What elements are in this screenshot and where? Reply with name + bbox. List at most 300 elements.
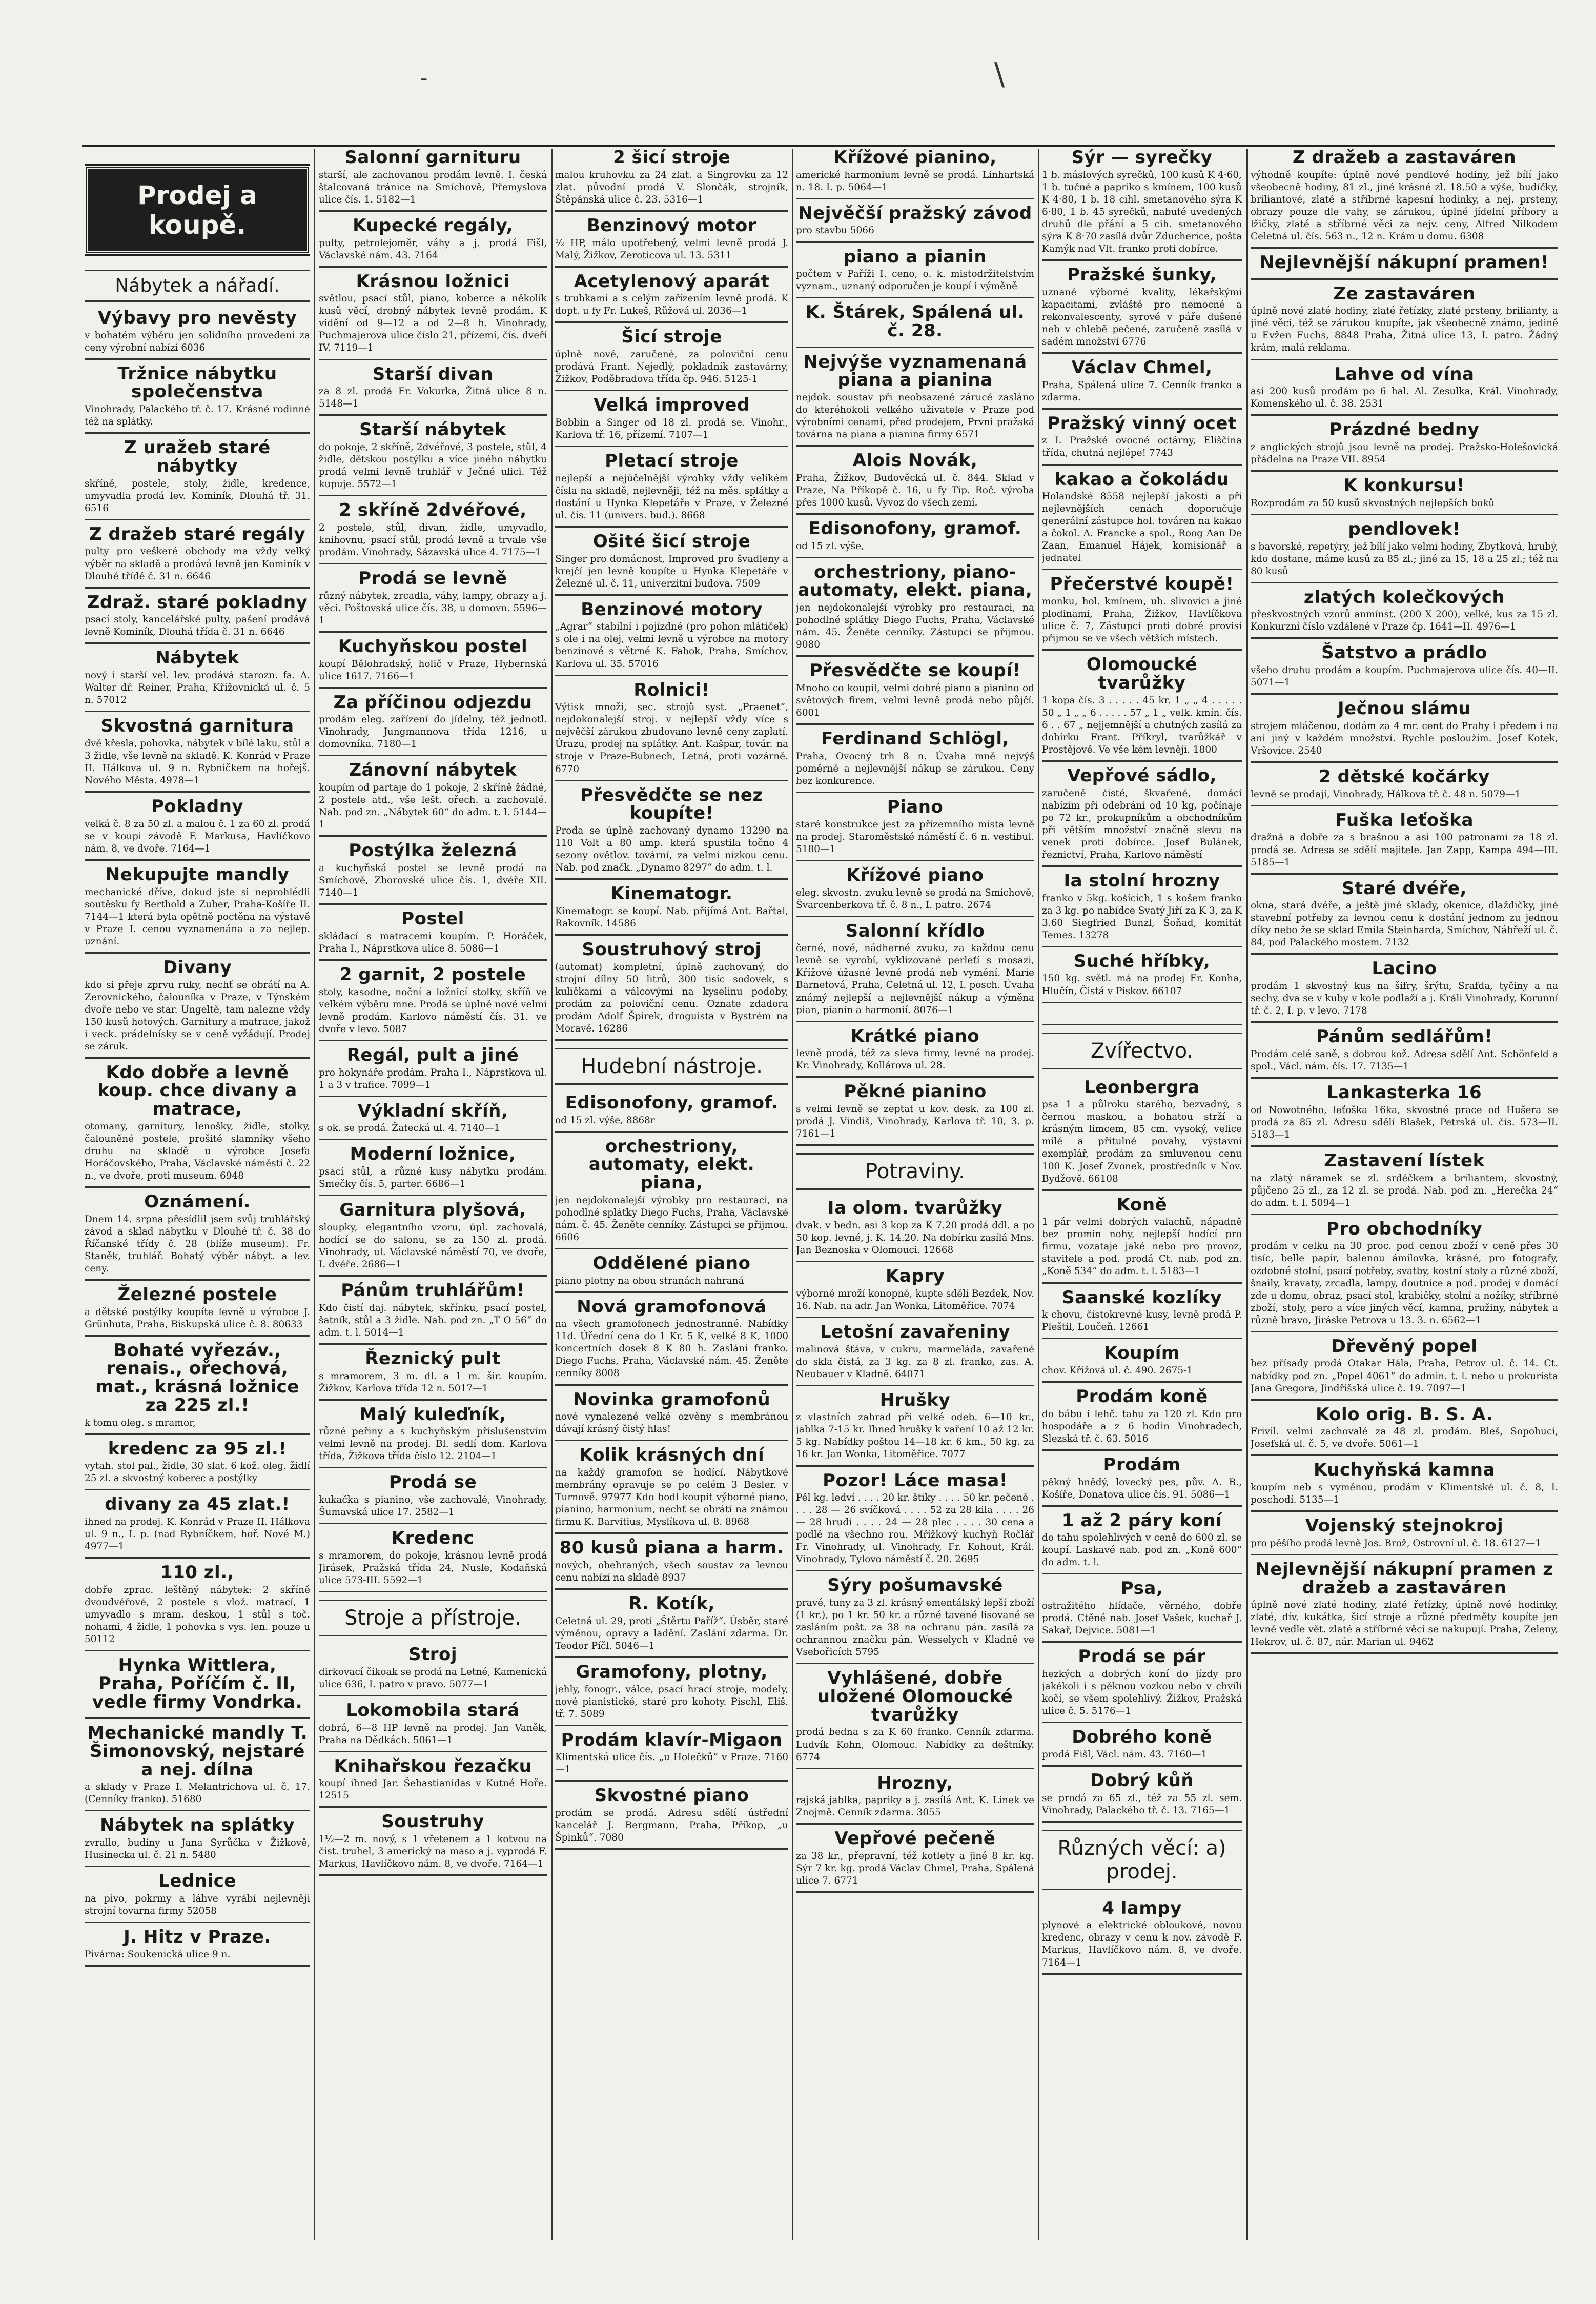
ad-title: Pozor! Láce masa!	[823, 1470, 1008, 1491]
ad-list	[555, 149, 788, 1041]
classified-ad	[555, 1298, 788, 1386]
ad-text: Praha, Ovocný trh 8 n. Úvaha mně nejvýš poměrně a nejlevnější nákup se zárukou. Ceny bez konkurence.	[796, 751, 1034, 786]
ad-title: Velká improved	[594, 395, 750, 416]
ad-title: Pro obchodníky	[1326, 1218, 1483, 1239]
ad-text: a sklady v Praze I. Melantrichova ul. č. 17. (Cenníky franko). 51680	[85, 1782, 310, 1805]
ad-title: Tržnice nábytku společenstva	[117, 363, 277, 402]
classified-ad	[319, 363, 547, 416]
classified-ad	[319, 1702, 547, 1752]
classified-ad	[319, 1282, 547, 1345]
classified-ad	[85, 649, 310, 712]
classified-ad	[1251, 1084, 1558, 1147]
ad-title: Z dražeb a zastaváren	[1292, 149, 1517, 168]
classified-ad	[85, 365, 310, 434]
classified-ad	[1042, 1728, 1242, 1767]
classified-ad	[796, 1472, 1034, 1572]
ad-title: 4 lampy	[1102, 1897, 1182, 1918]
ad-text: ostražitého hlídače, věrného, dobře prodá. Ctěné nab. Josef Vašek, kuchař J. Sakař, Dejvice. 5081—1	[1042, 1601, 1242, 1636]
ad-title: Hynka Wittlera, Praha, Poříčím č. II, vedle firmy Vondrka.	[92, 1655, 303, 1712]
classified-ad	[1042, 1289, 1242, 1340]
classified-ad	[1042, 1008, 1242, 1025]
ad-title: Nejlevnější nákupní pramen!	[1259, 252, 1549, 273]
ad-title: Železné postele	[117, 1284, 277, 1305]
classified-ad	[1251, 700, 1558, 763]
classified-ad	[555, 396, 788, 447]
classified-ad	[796, 563, 1034, 657]
section-subhead: Nábytek a nářadí.	[85, 270, 310, 302]
ad-text: eleg. skvostn. zvuku levně se prodá na Smíchově, Švarcenberkova tř. č. 8 n., I. patro. 2674	[796, 887, 1034, 911]
ad-text: jen nejdokonalejší výrobky pro restauraci, na pohodlné splátky Diego Fuchs, Praha, Václavské nám. č. 45. Ženěte cenníky. Zástupci se přijmou. 6606	[555, 1195, 788, 1243]
ad-text: Bobbin a Singer od 18 zl. prodá se. Vinohr., Karlova tř. 16, přízemí. 7107—1	[555, 417, 788, 440]
classified-ad	[555, 1787, 788, 1850]
ad-title: piano a pianin	[843, 246, 987, 267]
ad-text: Pěl kg. ledví . . . . 20 kr. štiky . . . . 50 kr. pečeně . . . . 28 — 26 svíčková . . . . 52 za 28 kila . . . . 26 — 28 hrudí . . . . 24 — 28 plec . . . . 30 cena a podlé na všechno rou. Mřížkový kuchyň Ročlář Fr. Vinohrady, ul. Vinohrady, Fr. Kohout, Král. Vinohrady, Tylovo náměstí č. 20. 2695	[796, 1492, 1034, 1565]
ad-title: Kuchyňskou postel	[338, 636, 528, 657]
classified-ad	[555, 1252, 788, 1293]
ad-title: Prodá se	[388, 1472, 477, 1493]
ad-text: dvě křesla, pohovka, nábytek v bílé laku, stůl a 3 židle, vše levně na skladě. K. Konrád v Praze II. Hálkova ul. 9 n. Rybničkem na hořejš. Nového Města. 4978—1	[85, 738, 310, 786]
ad-text: sloupky, elegantního vzoru, úpl. zachovalá, hodící se do salonu, se za 150 zl. prodá. Vinohrady, ul. Václavské náměstí 70, ve dvoře, I. dvéře. 2686—1	[319, 1222, 547, 1270]
classified-ad	[1042, 1899, 1242, 1975]
ad-text: v bohatém výběru jen solidního provedení za ceny výrobní nabízí 6036	[85, 330, 310, 353]
ad-text: na každý gramofon se hodící. Nábytkové membrány opravuje se po celém 3 Besler. v Turnově. 97977 Kdo bodl koupit výborné piano, pianino, harmonium, nechť se obrátí na známou firmu K. Barvitius, Myslíkova ul. 8. 8968	[555, 1467, 788, 1528]
classified-ad	[85, 798, 310, 861]
classified-ad	[1042, 149, 1242, 261]
ad-text: prodám 1 skvostný kus na šifry, šrýtu, Srafda, tyčiny a na sechy, dva se v kuby v kole podlaží a j. Králi Vinohrady, Korunní tř. č. 2, I. p. v levo. 7178	[1251, 981, 1558, 1017]
ad-title: Pánům truhlářům!	[341, 1280, 525, 1301]
ad-text: pro pěšího prodá levně Jos. Brož, Ostrovní ul. č. 18. 6127—1	[1251, 1538, 1541, 1549]
ad-list	[1042, 1899, 1242, 1975]
ad-text: s mramorem, do pokoje, krásnou levně prodá Jirásek, Pražská třída 24, Nusle, Kodaňská ulice 573-III. 5592—1	[319, 1550, 547, 1586]
ad-text: prodám se prodá. Adresu sdělí ústřední kancelář J. Bergmann, Praha, Příkop, „u Špinků“. 7080	[555, 1808, 788, 1844]
classified-ad	[85, 523, 310, 589]
ad-title: Kredenc	[391, 1528, 475, 1549]
classified-ad	[319, 694, 547, 757]
classified-ad	[796, 730, 1034, 793]
ad-title: Gramofony, plotny,	[576, 1661, 768, 1682]
ad-title: Nejlevnější nákupní pramen z dražeb a zastaváren	[1255, 1559, 1553, 1598]
ad-text: úplně nové zlaté hodiny, zlaté řetízky, zlaté prsteny, brilianty, a jiné věci, též se zárukou koupíte, jak všeobecně známo, jedině u Evžen Fuchs, 8848 Praha, Žitná ulice 13, I. patro. Žádný krám, malá reklama.	[1251, 306, 1558, 354]
classified-ad	[1042, 266, 1242, 354]
classified-ad	[796, 1830, 1034, 1893]
ad-text: kukačka s pianino, vše zachovalé, Vinohrady, Šumavská ulice 17. 2582—1	[319, 1494, 547, 1518]
ad-text: úplně nové zlaté hodiny, zlaté řetízky, úplně nové hodinky, zlaté, dív. kukátka, šicí stroje a různé předměty koupíte jen levně vedle vět. zlaté a stříbrné věci se nakupují. Praha, Zeleny, Hekrov, ul. č. 87, nár. Marian ul. 9462	[1251, 1600, 1558, 1648]
ad-text: Holandské 8558 nejlepší jakosti a při nejlevnějších cenách doporučuje generální zástupce hol. továren na kakao a čokol. A. Francke a spol., Roog Aan De Zaan, Emanuel Hájek, komisionář a jednatel	[1042, 491, 1242, 564]
column-5	[1042, 149, 1242, 2242]
classified-ad	[85, 1928, 310, 1967]
classified-ad	[319, 842, 547, 905]
ad-text: Pivárna: Soukenická ulice 9 n.	[85, 1949, 231, 1960]
ad-text: vytah. stol pal., židle, 30 slat. 6 kož. oleg. židlí 25 zl. a skvostný koberec a postýlky	[85, 1461, 310, 1484]
ad-title: Pěkné pianino	[844, 1081, 987, 1102]
classified-ad	[1251, 1028, 1558, 1079]
classified-ad	[796, 248, 1034, 299]
ad-title: 1 až 2 páry koní	[1061, 1510, 1222, 1531]
ad-text: Dnem 14. srpna přesídlil jsem svůj truhlářský závod a sklad nábytku v Dlouhé tř. č. 38 do Říčanské třídy č. 28 (blíže museum). Fr. Staněk, truhlář. Bohatý výběr nábyt. a lev. ceny.	[85, 1214, 310, 1274]
ad-text: Mnoho co koupil, velmi dobré piano a pianino od světových firem, velmi levně prodá nebo půjčí. 6001	[796, 683, 1034, 719]
classified-ad	[85, 439, 310, 520]
ad-title: 80 kusů piana a harm.	[559, 1538, 784, 1559]
column-2	[319, 149, 547, 2242]
ad-text: z anglických strojů jsou levně na prodej. Pražsko-Holešovická přádelna na Praze VII. 8954	[1251, 442, 1558, 466]
classified-ad	[796, 304, 1034, 348]
ad-title: Postýlka železná	[349, 840, 517, 861]
ad-text: do pokoje, 2 skříně, 2dvéřové, 3 postele, stůl, 4 židle, dětskou postýlku a více jiného nábytku prodá velmi levně truhlář v Ječné ulici. Též kupuje. 5572—1	[319, 442, 547, 490]
classified-ad	[796, 1669, 1034, 1769]
ad-text: koupím neb s vyměnou, prodám v Klimentské ul. č. 8, I. poschodí. 5135—1	[1251, 1482, 1558, 1506]
ad-title: Salonní garnituru	[344, 149, 521, 168]
ad-title: Václav Chmel,	[1071, 357, 1213, 378]
ad-text: malinová šťáva, v cukru, marmeláda, zavařené do skla čistá, za 3 kg. za 8 zl. franko, zas. A. Neubauer v Kladně. 64071	[796, 1344, 1034, 1380]
classified-ad	[319, 761, 547, 837]
classified-ad	[85, 1440, 310, 1491]
ad-title: Nejvěčší pražský závod	[798, 203, 1032, 224]
classified-ad	[796, 798, 1034, 861]
classified-ad	[1251, 768, 1558, 806]
classified-ad	[1251, 477, 1558, 515]
ad-text: od Nowotného, leťoška 16ka, skvostné prace od Hušera se prodá za 85 zl. Adresu sdělí Blašek, Petrská ul. čís. 573—II. 5183—1	[1251, 1104, 1558, 1140]
classified-ad	[796, 520, 1034, 558]
classified-ad	[1042, 575, 1242, 651]
ad-title: 110 zl.,	[160, 1562, 235, 1583]
ad-text: staré konstrukce jest za přízemního místa levně na prodej. Staroměstské náměstí č. 6 n. vestibul. 5180—1	[796, 819, 1034, 855]
ad-text: černé, nové, nádherné zvuku, za každou cenu levně se vyrobí, vyklizované perleťí s mosazi, Křížové úžasné levně prodá neb vymění. Marie Barnetová, Praha, Celetná ul. 12, I. posch. Úvaha známý nejlepší a nejlevnější nákup a výměna pian, pianin a harmonií. 8076—1	[796, 943, 1034, 1016]
ad-title: Pokladny	[151, 796, 244, 817]
classified-ad	[85, 1872, 310, 1923]
ad-text: jehly, fonogr., válce, psací hrací stroje, modely, nové pianistické, staré pro kohoty. Pischl, Eliš. tř. 7. 5089	[555, 1684, 788, 1720]
classified-ad	[796, 452, 1034, 515]
ad-text: z vlastních zahrad při velké odeb. 6—10 kr., jablka 7-15 kr. Ihned hrušky k vaření 10 až 12 kr. 5 kg. Nabídky poštou 14—18 kr. 6 km., 50 kg. za 16 kr. Jan Wonka, Litoměřice. 7077	[796, 1412, 1034, 1460]
classified-ad	[796, 1774, 1034, 1825]
classified-ad	[319, 1646, 547, 1696]
classified-ad	[319, 1473, 547, 1524]
ad-list	[1042, 1079, 1242, 1823]
classified-ad	[319, 501, 547, 564]
ad-title: Nejvýše vyznamenaná piana a pianina	[803, 351, 1027, 391]
classified-ad	[1251, 1338, 1558, 1401]
ad-title: Nábytek	[155, 648, 239, 669]
ad-text: dobrá, 6—8 HP levně na prodej. Jan Vaněk, Praha na Dědkách. 5061—1	[319, 1722, 547, 1746]
ad-text: psací stůl, a různé kusy nábytku prodám. Smečky čís. 5, parter. 6686—1	[319, 1166, 547, 1190]
ad-title: kredenc za 95 zl.!	[108, 1438, 287, 1459]
top-rule	[82, 145, 1555, 147]
ad-title: Fuška leťoška	[1335, 810, 1474, 831]
ad-text: prodá Fišl, Václ. nám. 43. 7160—1	[1042, 1749, 1208, 1760]
ad-text: prodá bedna s za K 60 franko. Cenník zdarma. Ludvík Kohn, Olomouc. Nabídky za deštníky. 6774	[796, 1727, 1034, 1763]
column-divider	[314, 149, 315, 2240]
ad-list	[555, 1094, 788, 1850]
ad-text: stoly, kasodne, noční a ložnicí stolky, skříň ve velkém výběru mne. Prodá se úplně nové velmi levně prodám. Karlovo náměstí čís. 31. ve dvoře v levo. 5087	[319, 986, 547, 1035]
classified-ad	[796, 353, 1034, 447]
classified-ad	[1042, 359, 1242, 410]
classified-ad	[1042, 1648, 1242, 1723]
stray-mark: -	[420, 67, 428, 90]
ad-title: Lahve od vína	[1334, 363, 1475, 385]
ad-title: Křížové piano	[846, 864, 984, 885]
classified-ad	[796, 205, 1034, 243]
column-divider	[551, 149, 553, 2240]
section-heading: Stroje a přístroje.	[319, 1600, 547, 1636]
ad-text: a dětské postýlky koupíte levně u výrobce J. Grünhuta, Praha, Biskupská ulice č. 8. 80633	[85, 1306, 310, 1330]
ad-text: rajská jablka, papriky a j. zasílá Ant. K. Linek ve Znojmě. Cenník zdarma. 3055	[796, 1795, 1034, 1818]
ad-text: prodám v celku na 30 proc. pod cenou zboží v ceně přes 30 tisíc, belle papír, balenou ámílovka, krásné, pro fotografy, ozdobné stolní, psací potřeby, svatby, kostní stoly a různé zboží, šnaily, kravaty, zrcadla, lampy, doutnice a pod. prodej v domácí zde u domu, obraz, psací stol, krabičky, stolní a nožíky, stříbrné zboží, stoly, pero a více jiných věcí, kamna, pružiny, nábytek a různě bravo, Jiráske Petrova u 13. 3. n. 6562—1	[1251, 1241, 1558, 1326]
ad-title: Vepřové pečeně	[834, 1828, 996, 1849]
ad-text: 1 pár velmi dobrých valachů, nápadně bez promin nohy, nejlepší hodící pro firmu, vozataje jaké nebo pro provoz, stavitele a pod. prodá Ct. nab. pod zn. „Koně 534“ do adm. t. l. 5183—1	[1042, 1217, 1242, 1277]
ad-text: pulty, petrolejoměr, váhy a j. prodá Fišl, Václavské nám. 43. 7164	[319, 237, 547, 261]
ad-text: se prodá za 65 zl., též za 55 zl. sem. Vinohrady, Palackého tř. č. 13. 7165—1	[1042, 1792, 1242, 1816]
ad-text: Rozprodám za 50 kusů skvostných nejlepších boků	[1251, 497, 1495, 509]
ad-title: Zánovní nábytek	[349, 760, 517, 781]
classified-ad	[555, 601, 788, 676]
ad-text: různé peřiny a s kuchyňským příslušenstvím velmi levně na prodej. Bl. sedlí dom. Karlova třída, Žižkova třída číslo 12. 2104—1	[319, 1426, 547, 1462]
ad-text: Praha, Žižkov, Budověcká ul. č. 844. Sklad v Praze, Na Příkopě č. 16, u fy Tip. Roč. výroba přes 1000 kusů. Vyvoz do všech zemí.	[796, 472, 1034, 509]
ad-title: Knihařskou řezačku	[334, 1755, 532, 1776]
classified-ad	[85, 1342, 310, 1435]
ad-text: pravé, tuny za 3 zl. krásný ementálský lepší zboží (1 kr.), po 1 kr. 50 kr. a různé tavené lisované se zasláním pošt. za 38 na ochranu pán. zasílá za ochrannou značku pán. Wesselych v Kladně ve Vsebořicích 5795	[796, 1598, 1034, 1658]
ad-title: Vyhlášené, dobře uložené Olomoucké tvarůžky	[817, 1668, 1013, 1725]
classified-ad	[1251, 812, 1558, 875]
ad-title: Salonní křídlo	[845, 920, 985, 941]
ad-text: za 38 kr., přepravní, též kotlety a jiné 8 kr. kg. Sýr 7 kr. kg. prodá Václav Chmel, Praha, Spálená ulice 7. 6771	[796, 1851, 1034, 1887]
classified-ad	[796, 922, 1034, 1022]
ad-text: levně prodá, též za sleva firmy, levné na prodej. Kr. Vinohrady, Kollárova ul. 28.	[796, 1048, 1034, 1072]
ad-list	[85, 309, 310, 1967]
ad-title: Regál, pult a jiné	[346, 1044, 519, 1065]
ad-list	[796, 1199, 1034, 1893]
ad-text: s bavorské, repetýry, jež bílí jako velmi hodiny, Zbytková, hrubý, kdo dostane, máme kusů za 85 zl.; jiné za 15, 18 a 25 zl.; též na 80 kusů	[1251, 541, 1558, 577]
column-4	[796, 149, 1034, 2242]
ad-title: Saanské kozlíky	[1062, 1287, 1222, 1308]
ad-text: kdo si přeje zprvu ruky, nechť se obrátí na A. Zerovnického, čalouníka v Praze, v Týnském dvoře nebo ve star. Ungeltě, tam nalezne vždy 150 kusů hotových. Garnitury a matrace, jakož i veck. prádelnísky se v ceně vyžádují. Prodej se záruk.	[85, 979, 310, 1052]
classified-ad	[1251, 421, 1558, 472]
ad-text: ihned na prodej. K. Konrád v Praze II. Hálkova ul. 9 n., I. p. (nad Rybníčkem, hoř. Nové M.) 4977—1	[85, 1517, 310, 1552]
ad-text: dvak. v bedn. asi 3 kop za K 7.20 prodá ddl. a po 50 kop. levné, j. K. 14.20. Na dobírku zasílá Mns. Jan Beznoska v Olomouci. 12668	[796, 1220, 1034, 1256]
stray-mark: \	[994, 56, 1005, 92]
ad-text: různý nábytek, zrcadla, váhy, lampy, obrazy a j. věci. Poštovská ulice čís. 38, u domovn. 5596—1	[319, 590, 547, 626]
ad-title: Lankasterka 16	[1326, 1082, 1482, 1103]
ad-title: Zastavení lístek	[1324, 1150, 1485, 1171]
classified-ad	[796, 1199, 1034, 1262]
classified-ad	[796, 1323, 1034, 1386]
classified-ad	[319, 421, 547, 496]
ad-title: Edisonofony, gramof.	[808, 518, 1022, 539]
classified-ad	[319, 1406, 547, 1469]
ad-text: pulty pro veškeré obchody ma vždy velký výběr na skladě a prodává levně jen Kominík v Dlouhé třídě č. 31 n. 6646	[85, 546, 310, 582]
ad-title: Skvostná garnitura	[100, 716, 294, 737]
classified-ad	[1042, 872, 1242, 947]
ad-text: koupí ihned Jar. Šebastianidas v Kutné Hoře. 12515	[319, 1778, 547, 1802]
ad-text: od 15 zl. výše, 8868r	[555, 1115, 655, 1126]
classified-ad	[1042, 1196, 1242, 1284]
ad-title: Prodá se pár	[1078, 1646, 1206, 1667]
ad-title: Prodám	[1103, 1454, 1181, 1475]
ad-title: Ia stolní hrozny	[1063, 870, 1220, 891]
classified-ad	[796, 1577, 1034, 1664]
ad-text: starší, ale zachovanou prodám levně. I. česká štalcovaná tránice na Smíchově, Přemyslova ulice čís. 1. 5182—1	[319, 169, 547, 205]
ad-text: 2 postele, stůl, divan, židle, umyvadlo, knihovnu, psací stůl, prodá levně a trvale vše prodám. Vinohrady, Sázavská ulice 4. 7175—1	[319, 522, 547, 558]
classified-ad	[555, 1094, 788, 1133]
classified-ad	[319, 1102, 547, 1141]
ad-title: Stroj	[408, 1644, 458, 1665]
classified-ad	[85, 1193, 310, 1281]
ad-text: výborné mroží konopné, kupte sdělí Bezdek, Nov. 16. Nab. na adr. Jan Wonka, Litoměřice. 7074	[796, 1288, 1034, 1311]
ad-title: Ze zastaváren	[1333, 283, 1476, 304]
classified-ad	[85, 1656, 310, 1719]
ad-text: nejlepší a nejúčelnější výrobky vždy velikém čísla na skladě, nejlevněji, též na měs. splátky a dostání u Hynka Klepetáře v Praze, v Železné ul. čís. 11 (univers. bud.). 8668	[555, 473, 788, 521]
classified-ad	[85, 1816, 310, 1867]
ad-title: Přečerstvé koupě!	[1050, 574, 1234, 595]
ad-title: Mechanické mandly T. Šimonovský, nejstaré a nej. dílna	[87, 1723, 308, 1780]
classified-ad	[555, 885, 788, 936]
classified-ad	[319, 1529, 547, 1592]
classified-ad	[555, 1446, 788, 1534]
ad-text: Praha, Spálená ulice 7. Cenník franko a zdarma.	[1042, 379, 1242, 403]
column-1	[85, 149, 310, 2242]
ad-title: K. Štárek, Spálená ul. č. 28.	[805, 302, 1025, 341]
ad-title: Šatstvo a prádlo	[1321, 642, 1487, 663]
ad-text: prodám eleg. zařízení do jídelny, též jednotl. Vinohrady, Jungmannova třída 1216, u domovníka. 7180—1	[319, 714, 547, 750]
ad-title: Krátké piano	[850, 1025, 980, 1046]
ad-text: „Agrar“ stabilní i pojízdné (pro pohon mlátiček) s ole i na olej, velmi levně u výrobce na motory benzinové s větrné K. Fabok, Praha, Smíchov, Karlova ul. 35. 57016	[555, 621, 788, 670]
classified-ad	[85, 1064, 310, 1188]
ad-text: bez přísady prodá Otakar Hála, Praha, Petrov ul. č. 14. Ct. nabídky pod zn. „Popel 4061“ do admin. t. l. nebo u prokurista Jana Gregora, Jindřišská ulice č. 19. 7097—1	[1251, 1358, 1558, 1394]
classified-ad	[796, 1083, 1034, 1146]
ad-text: americké harmonium levně se prodá. Linhartská n. 18. I. p. 5064—1	[796, 169, 1034, 193]
ad-title: Kapry	[885, 1266, 945, 1287]
ad-text: pěkný hnědý, lovecký pes, pův. A. B., Košíře, Donatova ulice čís. 91. 5086—1	[1042, 1477, 1242, 1500]
ad-title: Lokomobila stará	[346, 1700, 520, 1721]
classified-ad	[1042, 1388, 1242, 1451]
ad-text: levně se prodají, Vinohrady, Hálkova tř. č. 48 n. 5079—1	[1251, 789, 1521, 800]
classified-ad	[796, 662, 1034, 725]
ad-text: zaručeně čisté, škvařené, domácí nabízím při odebrání od 10 kg, počínaje po 72 kr., prokupníkům a obchodníkům při větším množství značně slevu na venek proti dobírce. Josef Bulánek, řeznictví, Praha, Karlovo náměstí	[1042, 787, 1242, 860]
ad-text: Singer pro domácnost, Improved pro švadleny a krejčí jen levně koupíte u Hynka Klepetáře v Železné ul. č. 11, univerzitní budova. 7509	[555, 553, 788, 589]
classified-ad	[85, 309, 310, 360]
classified-ad	[319, 1145, 547, 1196]
ad-text: výhodně koupíte: úplně nové pendlové hodiny, jež bílí jako všeobecně hodiny, 81 zl., jiné krásné zl. 18.50 a výše, budíčky, briliantové, zlaté a stříbrné kapesní hodinky, a nej. prsteny, obrazy pouze dle vahy, se zárukou, úplné jídelní příbory a lžičky, zlaté a stříbrné věci za nejv. ceny, Alfred Nilkodem Celetná ul. čís. 563 n., 12 n. Krám u domu. 6308	[1251, 169, 1558, 242]
ad-text: ½ HP, málo upotřebený, velmi levně prodá J. Malý, Žižkov, Zeroticova ul. 13. 5311	[555, 237, 788, 261]
classified-ad	[1251, 1517, 1558, 1555]
ad-title: Hrušky	[879, 1389, 951, 1410]
classified-ad	[85, 866, 310, 954]
ad-text: monku, hol. kmínem, ub. slivovici a jiné plodinami, Praha, Žižkov, Havlíčkova ulice č. 7, Zástupci proti dobré provisi přijmou se ve všech větších místech.	[1042, 596, 1242, 644]
ad-title: divany za 45 zlat.!	[105, 1494, 290, 1515]
ad-title: Lednice	[158, 1871, 236, 1892]
ad-text: malou kruhovku za 24 zlat. a Singrovku za 12 zlat. původní prodá V. Slončák, strojník, Štěpánská ulice č. 23. 5316—1	[555, 169, 788, 205]
ad-list	[319, 1646, 547, 1876]
ad-text: světlou, psací stůl, piano, koberce a několik kusů věcí, drobný nábytek levně prodám. K vidění od 9—12 a od 2—8 h. Vinohrady, Puchmajerova ulice číslo 21, přízemí, čís. dveří IV. 7119—1	[319, 293, 547, 354]
ad-title: Pražské šunky,	[1067, 265, 1217, 286]
classified-ad	[1042, 767, 1242, 867]
ad-text: dirkovací čikoak se prodá na Letné, Kamenická ulice 636, I. patro v pravo. 5077—1	[319, 1666, 547, 1690]
ad-title: Alois Novák,	[852, 450, 978, 471]
ad-title: Prázdné bedny	[1329, 419, 1480, 440]
ad-title: kakao a čokoládu	[1054, 469, 1230, 490]
ad-text: s mramorem, 3 m. dl. a 1 m. šir. koupím. Žižkov, Karlova třída 12 n. 5017—1	[319, 1370, 547, 1394]
ad-title: Přesvědčte se nez koupíte!	[580, 784, 763, 824]
ad-title: Vepřové sádlo,	[1067, 765, 1217, 786]
ad-title: Pražský vinný ocet	[1047, 413, 1237, 434]
ad-title: Koupím	[1104, 1343, 1180, 1364]
classified-ad	[555, 786, 788, 880]
ad-text: k tomu oleg. s mramor,	[85, 1417, 196, 1428]
ad-title: Benzinové motory	[581, 599, 763, 620]
classified-ad	[796, 149, 1034, 199]
ad-title: zlatých kolečkových	[1303, 587, 1505, 608]
ad-text: Frivil. velmi zachovalé za 48 zl. prodám. Bleš, Sopohuci, Josefská ul. č. 5, ve dvoře. 5061—1	[1251, 1426, 1558, 1450]
classified-ad	[555, 1539, 788, 1590]
classified-ad	[1251, 285, 1558, 360]
classified-ad	[1042, 415, 1242, 466]
ad-title: Kupecké regály,	[353, 215, 513, 236]
classified-ad	[1042, 1456, 1242, 1507]
classified-ad	[555, 273, 788, 324]
classified-ad	[319, 910, 547, 961]
classified-ad	[555, 1138, 788, 1249]
ad-title: Křížové pianino,	[833, 149, 997, 168]
classified-ad	[85, 1564, 310, 1651]
ad-text: přeskvostných vzorů anmínst. (200 X 200), velké, kus za 15 zl. Konkurzní číslo vzdálené v Praze čp. 1641—II. 4976—1	[1251, 609, 1558, 633]
ad-text: s ok. se prodá. Žatecká ul. 4. 7140—1	[319, 1123, 500, 1134]
ad-title: Výkladní skříň,	[357, 1100, 508, 1121]
ad-text: 1 b. máslových syrečků, 100 kusů K 4·60, 1 b. tučné a papriko s kmínem, 100 kusů K 4·80, 1 b. 18 cihl. smetanového sýra K 6·80, 1 b. 45 syrečků, nabuté uvedených druhů dle přání a 5 cih. smetanového sýra K 8·70 zasílá dvůr Zducherice, pošta Kamýk nad Vlt. franko proti dobírce.	[1042, 169, 1242, 254]
ad-title: Ferdinand Schlögl,	[821, 729, 1009, 750]
ad-title: Kuchyňská kamna	[1314, 1460, 1495, 1481]
ad-title: Kdo dobře a levně koup. chce divany a matrace,	[97, 1062, 297, 1120]
ad-text: psa 1 a půlroku starého, bezvadný, s černou maskou, a bohatou strží a krásným limcem, 85 cm. vysoký, velice milé a přítulné povahy, výstavní exemplář, prodám za smluvenou cenu 100 K. Josef Zvonek, prostředník v Nov. Bydžově. 66108	[1042, 1099, 1242, 1184]
classified-ad	[555, 1663, 788, 1726]
ad-title: Soustruhy	[381, 1811, 484, 1832]
ad-title: Dobrý kůň	[1090, 1770, 1194, 1791]
ad-text: Prodám celé saně, s dobrou kož. Adresa sdělí Ant. Schönfeld a spol., Václ. nám. čís. 17. 7135—1	[1251, 1049, 1558, 1073]
ad-title: Starší nábytek	[359, 419, 506, 440]
classified-ad	[555, 681, 788, 781]
ad-text: všeho druhu prodám a koupím. Puchmajerova ulice čís. 40—II. 5071—1	[1251, 665, 1558, 689]
ad-title: Šicí stroje	[621, 327, 722, 348]
ad-text: do tahu spolehlivých v ceně do 600 zl. se koupí. Laskavé nab. pod zn. „Koně 600“ do adm. t. l.	[1042, 1532, 1242, 1568]
classified-ad	[1042, 471, 1242, 571]
classified-ad	[1251, 1406, 1558, 1457]
ad-text: 1½—2 m. nový, s 1 vřetenem a 1 kotvou na čist. truhel, 3 americký na maso a j. vyprodá F. Markus, Havlíčkovo nám. 8, ve dvoře. 7164—1	[319, 1834, 547, 1870]
classified-ad	[319, 217, 547, 268]
ad-title: Moderní ložnice,	[350, 1144, 516, 1165]
classified-ad	[796, 1267, 1034, 1318]
ad-text: nejdok. soustav při neobsazené zárucé zasláno do kteréhokoli velkého uživatele v Praze pod výrobními cenami, před prodejem, Prvni pražská továrna na piana a pianina firmy 6571	[796, 392, 1034, 440]
ad-text: na zlatý náramek se zl. srdéčkem a briliantem, skvostný, půjčeno 25 zl., za 12 zl. se prodá. Nab. pod zn. „Herečka 24“ do adm. t. l. 5094—1	[1251, 1173, 1558, 1208]
classified-ad	[1042, 1772, 1242, 1823]
ad-title: pendlovek!	[1348, 518, 1461, 539]
classified-ad	[85, 1495, 310, 1559]
ad-title: 2 garnit, 2 postele	[339, 964, 526, 985]
ad-text: za 8 zl. prodá Fr. Vokurka, Žitná ulice 8 n. 5148—1	[319, 386, 547, 410]
ad-title: Nábytek na splátky	[100, 1815, 295, 1836]
ad-title: Vojenský stejnokroj	[1305, 1515, 1504, 1537]
ad-text: koupím od partaje do 1 pokoje, 2 skříně žádné, 2 postele atd., vše lešt. ořech. a zachovalé. Nab. pod zn. „Nábytek 60“ do adm. t. l. 5144—1	[319, 782, 547, 831]
classified-ad	[1042, 656, 1242, 762]
column-6	[1251, 149, 1558, 2242]
classified-ad	[1042, 1580, 1242, 1643]
classified-ad	[1251, 520, 1558, 583]
ad-list	[796, 149, 1034, 1146]
ad-text: s trubkami a s celým zařízením levně prodá. K dopt. u fy Fr. Lukeš, Růžová ul. 2036—1	[555, 293, 788, 317]
ad-text: psací stoly, kancelářské pulty, pašení prodává levně Kominík, Dlouhá třída č. 31 n. 6646	[85, 614, 310, 638]
ad-text: úplně nové, zaručené, za poloviční cenu prodává Frant. Nejedlý, pokladník zastavárny, Žižkov, Poděbradova třída čp. 946. 5125-1	[555, 349, 788, 385]
ad-title: 2 šicí stroje	[613, 149, 730, 168]
ad-text: 150 kg. světl. má na prodej Fr. Konha, Hlučín, Čistá v Piskov. 66107	[1042, 973, 1242, 997]
classified-ad	[319, 1813, 547, 1876]
classified-ad	[1251, 589, 1558, 639]
ad-title: Za příčinou odjezdu	[333, 692, 533, 713]
